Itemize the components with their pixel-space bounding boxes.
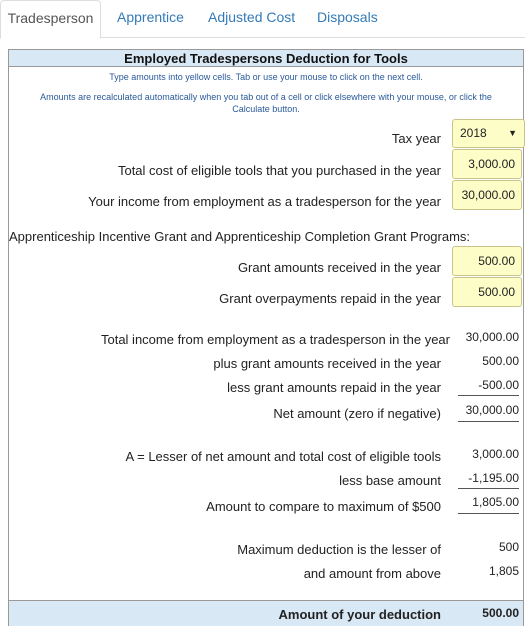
tax-year-label: Tax year: [391, 131, 441, 146]
maximum-deduction-label: Maximum deduction is the lesser of: [237, 542, 441, 557]
tax-year-select[interactable]: [452, 119, 525, 148]
total-income-label: Total income from employment as a tradesperson in the year: [100, 332, 450, 347]
lesser-amount-label: A = Lesser of net amount and total cost of eligible tools: [125, 449, 441, 464]
net-amount-value: 30,000.00: [458, 403, 519, 422]
tab-tradesperson[interactable]: Tradesperson: [0, 0, 101, 39]
maximum-deduction-value: 500: [498, 540, 519, 554]
grant-received-input[interactable]: [452, 246, 522, 276]
base-amount-value: -1,195.00: [458, 471, 519, 489]
less-repaid-value: -500.00: [458, 378, 519, 396]
net-amount-label: Net amount (zero if negative): [273, 406, 441, 421]
deduction-form: [8, 49, 524, 626]
plus-grants-label: plus grant amounts received in the year: [213, 356, 441, 371]
amount-from-above-value: 1,805: [488, 564, 519, 578]
tax-year-value: 2018: [460, 126, 487, 140]
tab-bar: [0, 0, 525, 38]
instruction-note: Type amounts into yellow cells. Tab or use your mouse to click on the next cell.: [109, 72, 423, 82]
less-repaid-label: less grant amounts repaid in the year: [227, 380, 441, 395]
compare-amount-value: 1,805.00: [458, 495, 519, 514]
tab-disposals[interactable]: Disposals: [317, 9, 378, 25]
tab-apprentice[interactable]: Apprentice: [117, 9, 184, 25]
result-row: [9, 600, 523, 626]
lesser-amount-value: 3,000.00: [472, 447, 519, 461]
base-amount-label: less base amount: [339, 473, 441, 488]
grant-received-label: Grant amounts received in the year: [237, 260, 441, 275]
tools-cost-label: Total cost of eligible tools that you purchased in the year: [117, 163, 441, 178]
plus-grants-value: 500.00: [482, 354, 519, 368]
income-input[interactable]: [452, 180, 522, 210]
form-title: Employed Tradespersons Deduction for Tools: [9, 50, 523, 67]
grant-programs-heading: Apprenticeship Incentive Grant and Apprenticeship Completion Grant Programs:: [9, 229, 471, 244]
grant-repaid-label: Grant overpayments repaid in the year: [219, 291, 441, 306]
income-label: Your income from employment as a tradesperson for the year: [88, 194, 441, 209]
recalc-note: Amounts are recalculated automatically when you tab out of a cell or click elsewhere with your mouse, or click the Calculate button.: [40, 92, 492, 114]
compare-amount-label: Amount to compare to maximum of $500: [206, 499, 441, 514]
tab-adjusted-cost[interactable]: Adjusted Cost: [208, 9, 296, 25]
grant-repaid-input[interactable]: [452, 277, 522, 307]
amount-from-above-label: and amount from above: [303, 566, 441, 581]
deduction-amount-label: Amount of your deduction: [278, 607, 441, 622]
chevron-down-icon: ▼: [508, 128, 517, 138]
deduction-amount-value: 500.00: [482, 606, 519, 620]
tools-cost-input[interactable]: [452, 149, 522, 179]
total-income-value: 30,000.00: [465, 330, 519, 344]
